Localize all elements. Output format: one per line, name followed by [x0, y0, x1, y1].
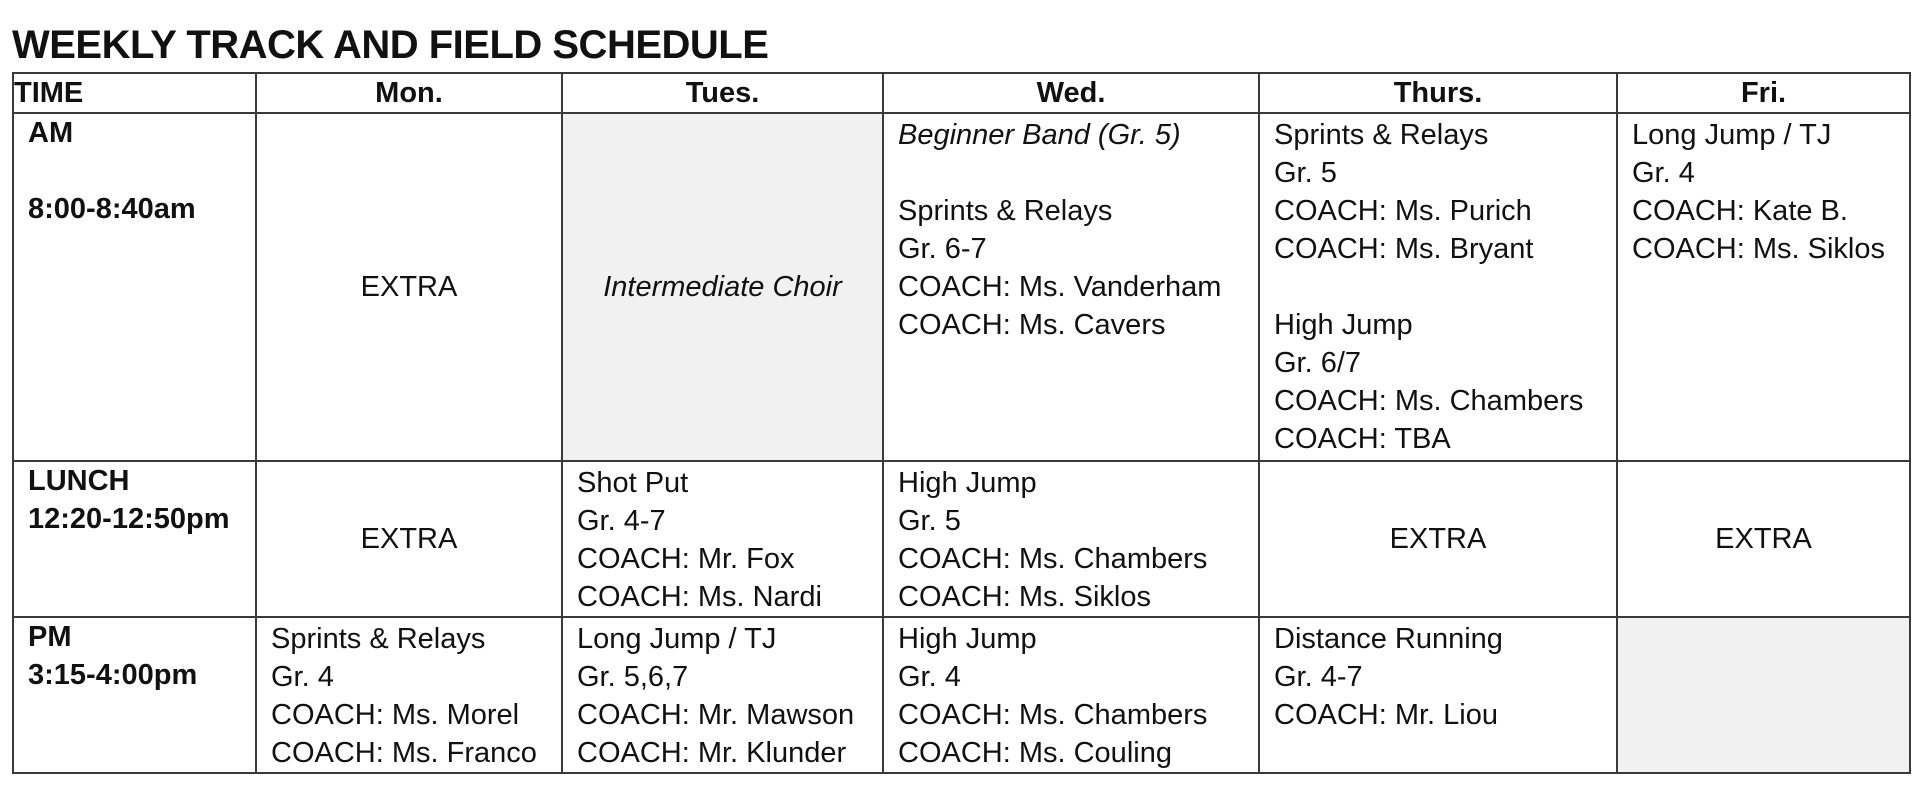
time-cell-am: [13, 113, 256, 461]
time-cell-lunch: [13, 461, 256, 617]
table-row-am: [13, 113, 1910, 461]
period-label: PM: [28, 621, 72, 653]
grade-label: Gr. 4-7: [1274, 661, 1363, 693]
cell-am-fri: [1617, 113, 1910, 461]
coach-label: COACH: TBA: [1274, 423, 1451, 455]
cell-lunch-mon: EXTRA: [256, 461, 562, 617]
cell-pm-fri: [1617, 617, 1910, 773]
coach-label: COACH: Ms. Nardi: [577, 581, 822, 613]
event-name: Long Jump / TJ: [577, 623, 777, 655]
cell-pm-mon: [256, 617, 562, 773]
time-cell-pm: [13, 617, 256, 773]
cell-lunch-wed: [883, 461, 1259, 617]
coach-label: COACH: Ms. Cavers: [898, 309, 1166, 341]
coach-label: COACH: Ms. Siklos: [1632, 233, 1885, 265]
column-header-tue: Tues.: [562, 73, 883, 113]
cell-lunch-thu: EXTRA: [1259, 461, 1617, 617]
cell-am-wed: [883, 113, 1259, 461]
coach-label: COACH: Ms. Franco: [271, 737, 537, 769]
cell-pm-thu: [1259, 617, 1617, 773]
column-header-thu: Thurs.: [1259, 73, 1617, 113]
cell-pm-wed: [883, 617, 1259, 773]
coach-label: COACH: Ms. Chambers: [898, 699, 1208, 731]
grade-label: Gr. 6-7: [898, 233, 987, 265]
coach-label: COACH: Ms. Chambers: [898, 543, 1208, 575]
grade-label: Gr. 5: [1274, 157, 1337, 189]
period-time: 12:20-12:50pm: [28, 503, 230, 535]
cell-am-tue: Intermediate Choir: [562, 113, 883, 461]
coach-label: COACH: Mr. Liou: [1274, 699, 1498, 731]
cell-am-mon: EXTRA: [256, 113, 562, 461]
coach-label: COACH: Mr. Fox: [577, 543, 795, 575]
event-name: Distance Running: [1274, 623, 1503, 655]
event-name: High Jump: [898, 623, 1037, 655]
grade-label: Gr. 4: [898, 661, 961, 693]
coach-label: COACH: Ms. Siklos: [898, 581, 1151, 613]
header-row: [13, 73, 1910, 113]
page-title: WEEKLY TRACK AND FIELD SCHEDULE: [12, 23, 769, 67]
period-time: 8:00-8:40am: [28, 193, 196, 225]
column-header-fri: Fri.: [1617, 73, 1910, 113]
cell-lunch-tue: [562, 461, 883, 617]
column-header-time: TIME: [13, 73, 256, 113]
event-name: Sprints & Relays: [271, 623, 486, 655]
band-label: Beginner Band (Gr. 5): [898, 119, 1181, 151]
grade-label: Gr. 4: [271, 661, 334, 693]
coach-label: COACH: Ms. Morel: [271, 699, 520, 731]
grade-label: Gr. 4: [1632, 157, 1695, 189]
coach-label: COACH: Ms. Couling: [898, 737, 1172, 769]
table-row-pm: [13, 617, 1910, 773]
table-row-lunch: [13, 461, 1910, 617]
coach-label: COACH: Ms. Vanderham: [898, 271, 1222, 303]
event-name: Sprints & Relays: [898, 195, 1113, 227]
event-name: Long Jump / TJ: [1632, 119, 1832, 151]
event-name: Sprints & Relays: [1274, 119, 1489, 151]
event-name: High Jump: [1274, 309, 1413, 341]
coach-label: COACH: Mr. Klunder: [577, 737, 847, 769]
grade-label: Gr. 5: [898, 505, 961, 537]
grade-label: Gr. 6/7: [1274, 347, 1362, 379]
cell-pm-tue: [562, 617, 883, 773]
schedule-table: [12, 72, 1911, 774]
coach-label: COACH: Mr. Mawson: [577, 699, 855, 731]
cell-lunch-fri: EXTRA: [1617, 461, 1910, 617]
column-header-mon: Mon.: [256, 73, 562, 113]
event-name: Shot Put: [577, 467, 689, 499]
coach-label: COACH: Ms. Bryant: [1274, 233, 1534, 265]
period-label: LUNCH: [28, 465, 130, 497]
grade-label: Gr. 5,6,7: [577, 661, 689, 693]
grade-label: Gr. 4-7: [577, 505, 666, 537]
period-time: 3:15-4:00pm: [28, 659, 198, 691]
period-label: AM: [28, 117, 74, 149]
column-header-wed: Wed.: [883, 73, 1259, 113]
coach-label: COACH: Kate B.: [1632, 195, 1848, 227]
coach-label: COACH: Ms. Purich: [1274, 195, 1532, 227]
event-name: High Jump: [898, 467, 1037, 499]
coach-label: COACH: Ms. Chambers: [1274, 385, 1584, 417]
cell-am-thu: [1259, 113, 1617, 461]
